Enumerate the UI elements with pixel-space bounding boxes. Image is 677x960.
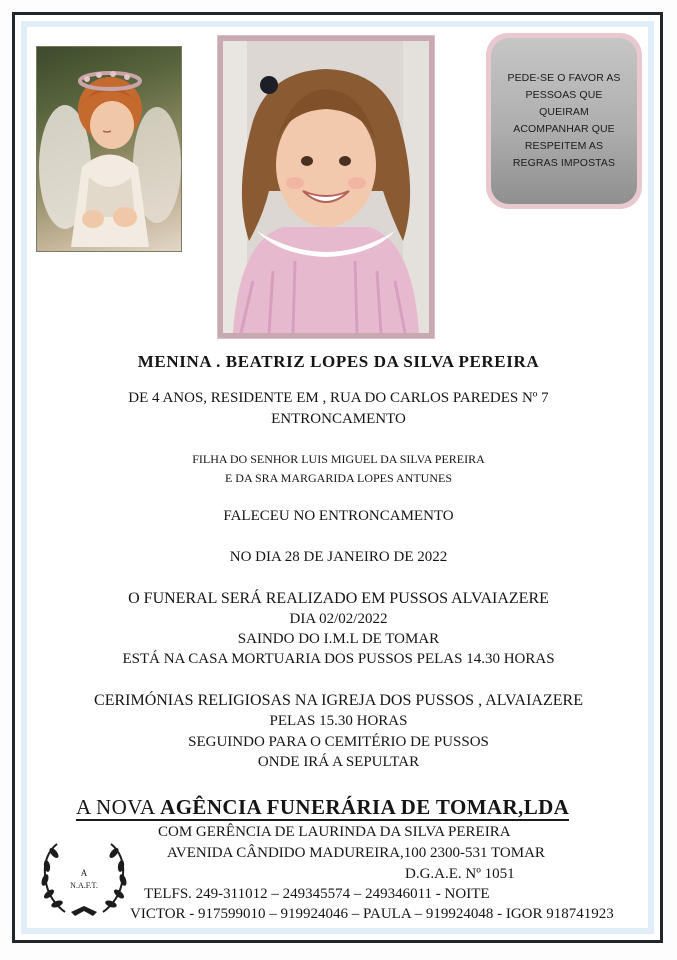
funeral-line-4: ESTÁ NA CASA MORTUARIA DOS PUSSOS PELAS 14.30 HORAS [122,651,555,667]
funeral-line-2: DIA 02/02/2022 [289,611,388,627]
parents-line-2: E DA SRA MARGARIDA LOPES ANTUNES [224,471,453,485]
agency-prefix: A NOVA [76,795,156,819]
agency-night-contacts: VICTOR - 917599010 – 919924046 – PAULA – 919924048 - IGOR 918741923 [130,906,614,922]
death-date: NO DIA 28 DE JANEIRO DE 2022 [229,549,448,565]
covid-rules-notice [486,33,642,209]
agency-title [76,796,569,821]
agency-name: AGÊNCIA FUNERÁRIA DE TOMAR,LDA [160,795,570,819]
funeral-line-1: O FUNERAL SERÁ REALIZADO EM PUSSOS ALVAIAZERE [128,590,549,607]
notice-text: PEDE-SE O FAVOR AS PESSOAS QUE QUEIRAM ACOMPANHAR QUE RESPEITEM AS REGRAS IMPOSTAS [507,72,621,169]
ceremony-line-4: ONDE IRÁ A SEPULTAR [257,754,420,770]
ceremony-line-3: SEGUINDO PARA O CEMITÉRIO DE PUSSOS [188,734,489,750]
naft-laurel-seal [37,836,131,920]
portrait-photo [218,36,434,338]
ceremony-line-1: CERIMÓNIAS RELIGIOSAS NA IGREJA DOS PUSSOS , ALVAIAZERE [94,692,583,709]
agency-phones: TELFS. 249-311012 – 249345574 – 249346011 - NOITE [144,886,490,902]
residence-town: ENTRONCAMENTO [271,411,406,427]
agency-address: AVENIDA CÂNDIDO MADUREIRA,100 2300-531 TOMAR [167,845,545,861]
age-residence: DE 4 ANOS, RESIDENTE EM , RUA DO CARLOS PAREDES Nº 7 [128,390,549,406]
parents-line-1: FILHA DO SENHOR LUIS MIGUEL DA SILVA PEREIRA [192,452,485,466]
deceased-name: MENINA . BEATRIZ LOPES DA SILVA PEREIRA [137,352,540,371]
agency-dgae: D.G.A.E. Nº 1051 [405,866,515,882]
ceremony-line-2: PELAS 15.30 HORAS [269,713,408,729]
angel-illustration [36,46,182,252]
agency-management: COM GERÊNCIA DE LAURINDA DA SILVA PEREIRA [158,824,511,840]
funeral-line-3: SAINDO DO I.M.L DE TOMAR [237,631,440,647]
seal-letter: A [80,868,88,878]
seal-label: N.A.F.T. [70,881,98,890]
death-place: FALECEU NO ENTRONCAMENTO [223,508,454,524]
